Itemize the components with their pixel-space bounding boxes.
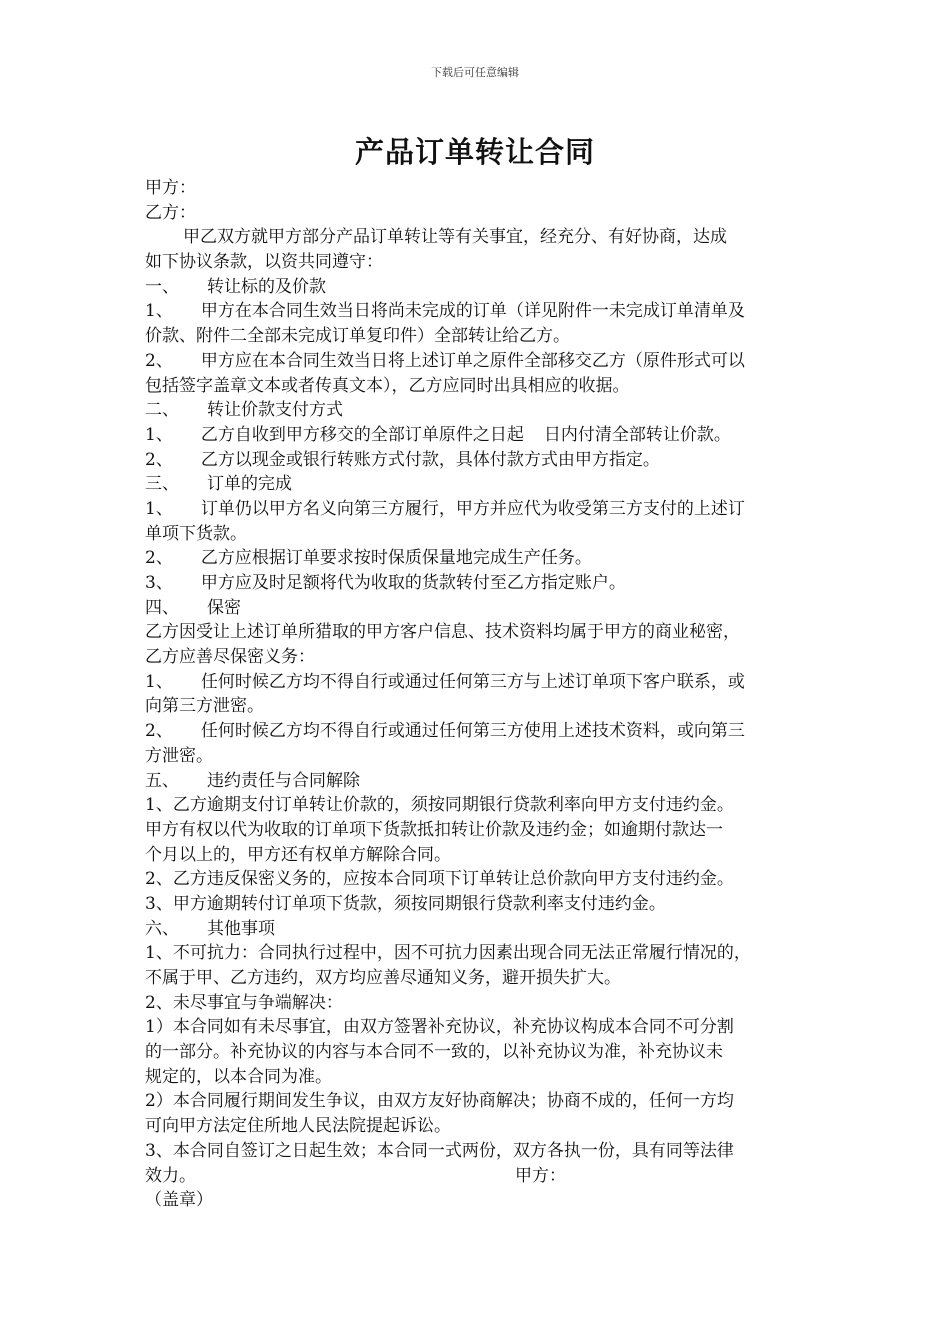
section-6-heading — [145, 917, 817, 942]
clause-text: 日内付清全部转让价款。 — [543, 424, 731, 445]
clause-1-1-cont: 价款、附件二全部未完成订单复印件）全部转让给乙方。 — [145, 326, 570, 347]
intro-line-1: 甲乙双方就甲方部分产品订单转让等有关事宜，经充分、有好协商，达成 — [183, 227, 727, 248]
clause-text: 乙方自收到甲方移交的全部订单原件之日起 — [200, 424, 524, 445]
section-5-line-1: 1、乙方逾期支付订单转让价款的，须按同期银行贷款利率向甲方支付违约金。 — [145, 795, 734, 816]
section-6-line-2: 不属于甲、乙方违约，双方均应善尽通知义务，避开损失扩大。 — [145, 968, 621, 988]
section-5-number: 五、 — [145, 770, 179, 791]
section-6-line-6: 规定的，以本合同为准。 — [145, 1066, 332, 1087]
clause-2-1 — [145, 423, 817, 448]
closing-text: 效力。 — [145, 1165, 196, 1186]
section-2-title: 转让价款支付方式 — [207, 400, 343, 421]
section-6-number: 六、 — [145, 918, 179, 939]
clause-text: 任何时候乙方均不得自行或通过任何第三方与上述订单项下客户联系，或 — [200, 671, 745, 692]
clause-text: 乙方应根据订单要求按时保质保量地完成生产任务。 — [200, 548, 592, 569]
clause-3-3 — [145, 571, 817, 596]
section-4-para-2: 乙方应善尽保密义务： — [145, 647, 315, 668]
intro-line-2: 如下协议条款，以资共同遵守： — [145, 252, 383, 273]
clause-number: 1、 — [145, 498, 173, 519]
section-6-line-1: 1、不可抗力：合同执行过程中，因不可抗力因素出现合同无法正常履行情况的， — [145, 943, 751, 964]
clause-text: 乙方以现金或银行转账方式付款，具体付款方式由甲方指定。 — [200, 449, 660, 470]
clause-4-1-cont: 向第三方泄密。 — [145, 696, 264, 717]
section-1-heading — [145, 275, 817, 300]
section-6-line-7: 2）本合同履行期间发生争议，由双方友好协商解决；协商不成的，任何一方均 — [145, 1091, 734, 1112]
section-4-number: 四、 — [145, 597, 179, 618]
clause-4-1 — [145, 670, 817, 695]
clause-number: 2、 — [145, 721, 173, 742]
clause-number: 2、 — [145, 350, 173, 371]
party-a-signature-label: 甲方： — [515, 1165, 566, 1186]
party-b-label: 乙方： — [145, 202, 196, 223]
clause-number: 2、 — [145, 548, 173, 569]
clause-text: 甲方在本合同生效当日将尚未完成的订单（详见附件一未完成订单清单及 — [200, 301, 745, 322]
page-title: 产品订单转让合同 — [354, 135, 595, 169]
seal-label: （盖章） — [145, 1190, 213, 1211]
clause-1-2-cont: 包括签字盖章文本或者传真文本），乙方应同时出具相应的收据。 — [145, 375, 630, 396]
section-3-title: 订单的完成 — [207, 474, 292, 495]
clause-text: 甲方应在本合同生效当日将上述订单之原件全部移交乙方（原件形式可以 — [200, 350, 745, 371]
section-4-title: 保密 — [207, 597, 241, 618]
section-6-line-8: 可向甲方法定住所地人民法院提起诉讼。 — [145, 1116, 451, 1137]
section-5-heading — [145, 769, 817, 794]
clause-1-1 — [145, 299, 817, 324]
clause-number: 3、 — [145, 573, 173, 593]
section-5-title: 违约责任与合同解除 — [207, 770, 360, 791]
clause-2-2 — [145, 448, 817, 473]
clause-number: 2、 — [145, 449, 173, 470]
clause-number: 1、 — [145, 671, 173, 692]
clause-4-2-cont: 方泄密。 — [145, 745, 213, 766]
section-5-line-3: 个月以上的，甲方还有权单方解除合同。 — [145, 844, 451, 865]
section-6-line-9: 3、本合同自签订之日起生效；本合同一式两份，双方各执一份，具有同等法律 — [145, 1140, 734, 1161]
section-6-line-10 — [145, 1164, 817, 1189]
section-2-heading — [145, 398, 817, 423]
section-2-number: 二、 — [145, 400, 179, 421]
section-4-para-1: 乙方因受让上述订单所猎取的甲方客户信息、技术资料均属于甲方的商业秘密， — [145, 622, 740, 643]
clause-3-1-cont: 单项下货款。 — [145, 523, 247, 544]
section-1-number: 一、 — [145, 276, 179, 297]
section-3-number: 三、 — [145, 474, 179, 495]
section-1-title: 转让标的及价款 — [207, 276, 326, 297]
clause-number: 1、 — [145, 301, 173, 322]
section-6-line-3: 2、未尽事宜与争端解决： — [145, 992, 343, 1013]
section-6-title: 其他事项 — [207, 918, 275, 939]
clause-3-2 — [145, 546, 817, 571]
clause-number: 1、 — [145, 424, 173, 445]
section-5-line-4: 2、乙方违反保密义务的，应按本合同项下订单转让总价款向甲方支付违约金。 — [145, 869, 734, 890]
clause-text: 甲方应及时足额将代为收取的货款转付至乙方指定账户。 — [200, 573, 626, 593]
section-5-line-2: 甲方有权以代为收取的订单项下货款抵扣转让价款及违约金；如逾期付款达一 — [145, 819, 723, 840]
section-3-heading — [145, 472, 817, 497]
clause-4-2 — [145, 719, 817, 744]
section-6-line-5: 的一部分。补充协议的内容与本合同不一致的，以补充协议为准，补充协议未 — [145, 1042, 723, 1063]
contract-body — [145, 176, 817, 1213]
clause-text: 订单仍以甲方名义向第三方履行，甲方并应代为收受第三方支付的上述订 — [200, 498, 745, 519]
section-4-heading — [145, 596, 817, 621]
clause-1-2 — [145, 349, 817, 374]
section-5-line-5: 3、甲方逾期转付订单项下货款，须按同期银行贷款利率支付违约金。 — [145, 893, 666, 914]
page-header-note: 下载后可任意编辑 — [431, 66, 519, 79]
clause-3-1 — [145, 497, 817, 522]
clause-text: 任何时候乙方均不得自行或通过任何第三方使用上述技术资料，或向第三 — [200, 721, 745, 742]
section-6-line-4: 1）本合同如有未尽事宜，由双方签署补充协议，补充协议构成本合同不可分割 — [145, 1017, 734, 1038]
party-a-label: 甲方： — [145, 178, 196, 198]
